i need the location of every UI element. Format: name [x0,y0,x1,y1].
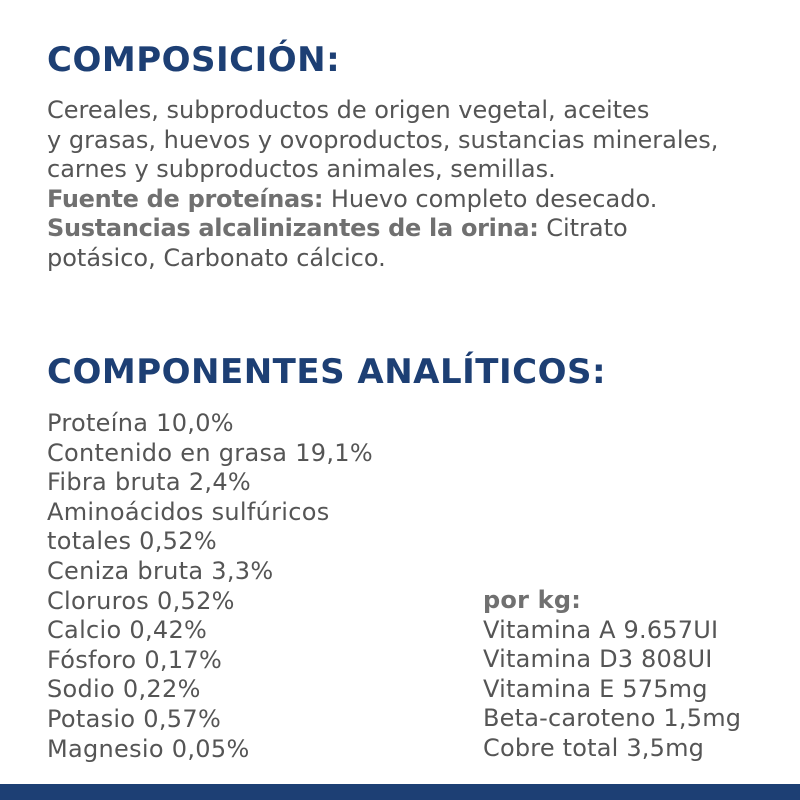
analysis-item: Aminoácidos sulfúricos [47,497,330,526]
analysis-item: Fibra bruta 2,4% [47,468,251,497]
per-kg-item: Cobre total 3,5mg [483,733,705,762]
per-kg-item: Vitamina E 575mg [483,674,708,703]
alkalizing-label: Sustancias alcalinizantes de la orina: [47,214,539,242]
analysis-item: Cloruros 0,52% [47,586,235,615]
per-kg-title: por kg: [483,586,581,614]
per-kg-item: Beta-caroteno 1,5mg [483,704,742,733]
per-kg-item: Vitamina D3 808UI [483,645,713,674]
analysis-item: Sodio 0,22% [47,675,201,704]
composition-heading: COMPOSICIÓN: [47,40,341,80]
alkalizing-value: Citrato [538,214,628,242]
analysis-item: Fósforo 0,17% [47,645,223,674]
analysis-item: Contenido en grasa 19,1% [47,438,373,467]
composition-line: Cereales, subproductos de origen vegetal, aceites [47,96,650,124]
analysis-heading: COMPONENTES ANALÍTICOS: [47,352,607,392]
protein-source-line [47,185,767,215]
analysis-item: Magnesio 0,05% [47,734,250,763]
analysis-list [47,409,373,764]
composition-text [47,96,767,273]
analysis-item: Calcio 0,42% [47,616,208,645]
composition-line: y grasas, huevos y ovoproductos, sustancias minerales, [47,125,719,154]
composition-line: carnes y subproductos animales, semillas. [47,155,556,183]
analysis-item: Potasio 0,57% [47,704,222,733]
bottom-bar [0,784,800,800]
analysis-item: Ceniza bruta 3,3% [47,556,274,585]
alkalizing-value-continued: potásico, Carbonato cálcico. [47,243,386,272]
alkalizing-line [47,214,767,244]
analysis-item: Proteína 10,0% [47,409,234,437]
protein-source-label: Fuente de proteínas: [47,184,324,213]
per-kg-item: Vitamina A 9.657UI [483,615,719,644]
analysis-item: totales 0,52% [47,527,217,556]
protein-source-value: Huevo completo desecado. [323,184,658,213]
per-kg-list [483,586,741,764]
